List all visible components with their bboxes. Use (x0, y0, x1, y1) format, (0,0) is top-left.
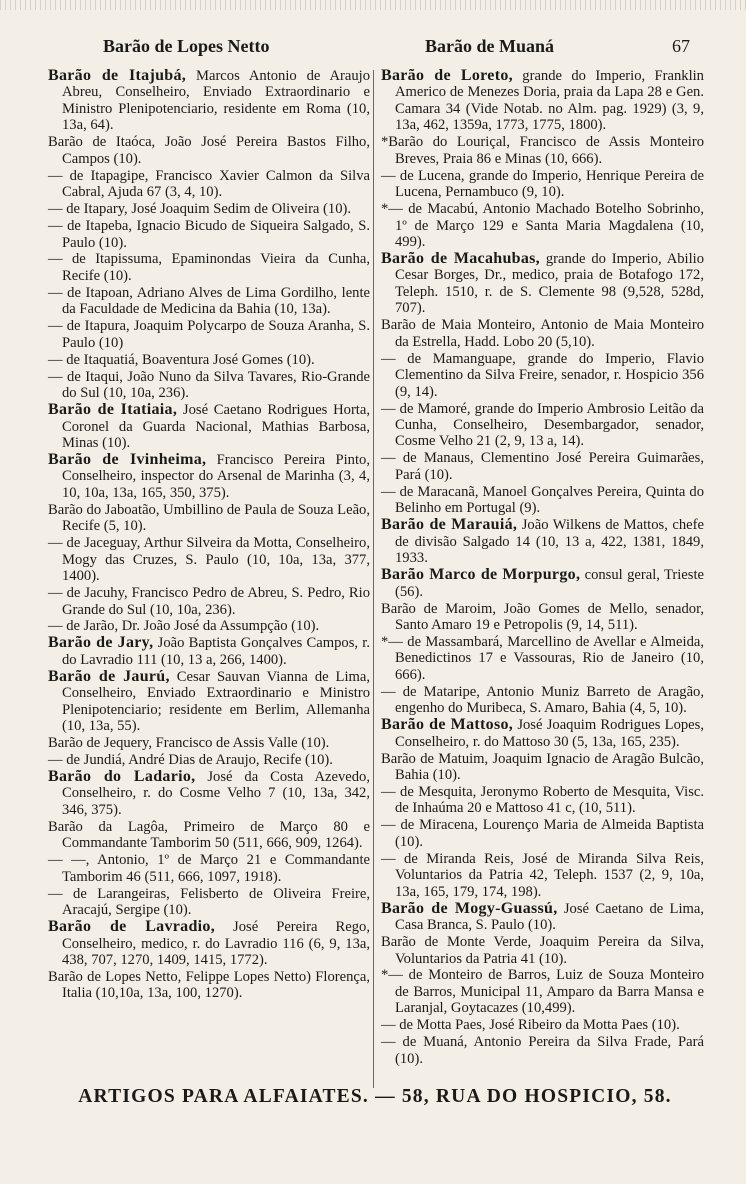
left-column (48, 68, 370, 1002)
entry (48, 752, 370, 768)
entry-text: — de Mesquita, Jeronymo Roberto de Mesquita, Visc. de Inhaúma 20 e Mattoso 41 c, (10, 511). (381, 783, 704, 817)
header-right-title: Barão de Muaná (425, 36, 555, 56)
page-number: 67 (672, 36, 690, 56)
entry (381, 484, 704, 517)
entry-text: Barão de Maia Monteiro, Antonio de Maia Monteiro da Estrella, Hadd. Lobo 20 (5,10). (381, 317, 704, 350)
entry-heading: Barão de Macahubas, (381, 249, 540, 267)
entry (48, 769, 370, 818)
entry-text: Barão de Monte Verde, Joaquim Pereira da Silva, Voluntarios da Patria 41 (10). (381, 934, 704, 967)
entry (381, 351, 704, 400)
entry-text: Barão de Maroim, João Gomes de Mello, senador, Santo Amaro 19 e Petropolis (9, 14, 511). (381, 600, 704, 633)
entry-heading: Barão de Jary, (48, 634, 154, 652)
entry-text: Cesar Sauvan Vianna de Lima, Conselheiro, Enviado Extraordinario e Ministro Plenipotenciario; residente em Berlim, Allemanha (10, 13a, 55). (62, 668, 371, 735)
entry-text: — de Miracena, Lourenço Maria de Almeida Baptista (10). (381, 817, 704, 850)
entry-text: *— de Macabú, Antonio Machado Botelho Sobrinho, 1º de Março 129 e Santa Maria Magdalena (10, 499). (381, 201, 704, 251)
entry-text: grande do Imperio, Abilio Cesar Borges, Dr., medico, praia de Botafogo 172, Teleph. 1510, r. de S. Clemente 98 (9,528, 528d, 707). (395, 250, 704, 317)
entry (381, 517, 704, 566)
entry (381, 251, 704, 317)
entry (381, 201, 704, 250)
entry-heading: Barão de Mattoso, (381, 716, 514, 734)
entry-text: — —, Antonio, 1º de Março 21 e Commandante Tamborim 46 (511, 666, 1097, 1918). (48, 852, 370, 885)
entry-heading: Barão de Itajubá, (48, 67, 187, 84)
entry-text: José Joaquim Rodrigues Lopes, Conselheiro, r. do Mattoso 30 (5, 13a, 165, 235). (395, 717, 704, 750)
entry-text: *Barão do Louriçal, Francisco de Assis Monteiro Breves, Praia 86 e Minas (10, 666). (381, 134, 704, 167)
entry-heading: Barão do Ladario, (48, 768, 196, 786)
entry (48, 369, 370, 402)
entry (381, 817, 704, 850)
entry-text: Barão do Jaboatão, Umbillino de Paula de Souza Leão, Recife (5, 10). (48, 501, 370, 535)
entry-text: — de Itapagipe, Francisco Xavier Calmon da Silva Cabral, Ajuda 67 (3, 4, 10). (48, 167, 370, 201)
entry-text: — de Jundiá, André Dias de Araujo, Recife (10). (48, 752, 333, 769)
entry (48, 134, 370, 167)
entry-text: Barão de Jequery, Francisco de Assis Valle (10). (48, 735, 330, 752)
entry-text: João Baptista Gonçalves Campos, r. do Lavradio 111 (10, 13 a, 266, 1400). (62, 635, 370, 668)
entry-text: Francisco Pereira Pinto, Conselheiro, inspector do Arsenal de Marinha (3, 4, 10, 10a, 13a, 165, 350, 375). (62, 451, 370, 501)
entry-text: Barão da Lagôa, Primeiro de Março 80 e Commandante Tamborim 50 (511, 666, 909, 1264). (48, 818, 370, 852)
entry (48, 201, 370, 217)
entry-text: — de Mataripe, Antonio Muniz Barreto de Aragão, engenho do Muribeca, S. Amaro, Bahia (4, 5, 10). (381, 683, 704, 717)
entry-text: — de Larangeiras, Felisberto de Oliveira Freire, Aracajú, Sergipe (10). (48, 885, 370, 919)
entry (48, 819, 370, 852)
entry (48, 669, 370, 735)
entry (381, 168, 704, 201)
entry (381, 717, 704, 750)
header-left-title: Barão de Lopes Netto (103, 36, 270, 56)
right-column (381, 68, 704, 1068)
entry-heading: Barão de Marauiá, (381, 516, 518, 534)
entry (48, 635, 370, 668)
entry (381, 851, 704, 900)
entry (381, 751, 704, 784)
entry (48, 402, 370, 451)
entry-text: — de Muaná, Antonio Pereira da Silva Frade, Pará (10). (381, 1034, 704, 1067)
entry (48, 285, 370, 318)
entry-text: — de Jaceguay, Arthur Silveira da Motta, Conselheiro, Mogy das Cruzes, S. Paulo (10, 10a, 13a, 377, 1400). (48, 535, 370, 585)
entry-text: — de Itapura, Joaquim Polycarpo de Souza Aranha, S. Paulo (10) (48, 318, 370, 351)
entry (48, 68, 370, 134)
entry-text: — de Jarão, Dr. João José da Assumpção (10). (48, 618, 320, 635)
entry (48, 969, 370, 1002)
entry (48, 535, 370, 584)
entry (48, 585, 370, 618)
entry-text: — de Itapeba, Ignacio Bicudo de Siqueira Salgado, S. Paulo (10). (48, 218, 370, 251)
entry-text: — de Motta Paes, José Ribeiro da Motta Paes (10). (381, 1017, 680, 1034)
entry (48, 168, 370, 201)
entry (48, 919, 370, 968)
entry-text: *— de Massambará, Marcellino de Avellar e Almeida, Benedictinos 17 e Vassouras, Rio de Janeiro (10, 666). (381, 633, 704, 683)
entry-text: — de Mamanguape, grande do Imperio, Flavio Clementino da Silva Freire, senador, r. Hospicio 356 (9, 14). (381, 350, 704, 400)
entry (48, 251, 370, 284)
entry-heading: Barão de Mogy-Guassú, (381, 899, 558, 917)
entry (48, 886, 370, 919)
entry (48, 452, 370, 501)
entry (381, 401, 704, 450)
entry-text: José Pereira Rego, Conselheiro, medico, r. do Lavradio 116 (6, 9, 13a, 438, 707, 1270, 1409, 1415, 1772). (62, 919, 370, 969)
entry-text: consul geral, Trieste (56). (395, 567, 705, 600)
advertisement-footer: ARTIGOS PARA ALFAIATES. — 58, RUA DO HOSPICIO, 58. (78, 1086, 672, 1107)
entry-text: grande do Imperio, Franklin Americo de Menezes Doria, praia da Lapa 28 e Gen. Camara 34 (Vide Notab. no Alm. pag. 1929) (3, 9, 13a, 462, 1359a, 1773, 1775, 1800). (395, 68, 704, 134)
entry-text: — de Itapissuma, Epaminondas Vieira da Cunha, Recife (10). (48, 251, 370, 284)
top-edge-specks (0, 0, 746, 10)
entry-heading: Barão de Itatiaia, (48, 401, 178, 419)
entry-text: — de Miranda Reis, José de Miranda Silva Reis, Voluntarios da Patria 42, Teleph. 1537 (2, 9, 10a, 13a, 165, 179, 174, 198). (381, 850, 704, 900)
entry-heading: Barão de Jaurú, (48, 667, 170, 685)
running-header (0, 36, 746, 62)
entry-text: — de Manaus, Clementino José Pereira Guimarães, Pará (10). (381, 450, 704, 483)
entry (48, 218, 370, 251)
entry (381, 684, 704, 717)
entry (48, 318, 370, 351)
entry-text: Barão de Matuim, Joaquim Ignacio de Aragão Bulcão, Bahia (10). (381, 750, 704, 784)
entry (381, 1034, 704, 1067)
entry-text: — de Maracanã, Manoel Gonçalves Pereira, Quinta do Belinho em Portugal (9). (381, 483, 704, 517)
entry (381, 134, 704, 167)
entry-text: — de Itaqui, João Nuno da Silva Tavares, Rio-Grande do Sul (10, 10a, 236). (48, 368, 370, 402)
entry-text: Barão de Itaóca, João José Pereira Bastos Filho, Campos (10). (48, 134, 370, 167)
entry-text: José Caetano de Lima, Casa Branca, S. Paulo (10). (395, 900, 704, 934)
entry (381, 1017, 704, 1033)
entry-heading: Barão de Loreto, (381, 67, 513, 84)
entry (48, 502, 370, 535)
entry-text: — de Jacuhy, Francisco Pedro de Abreu, S. Pedro, Rio Grande do Sul (10, 10a, 236). (48, 585, 370, 618)
entry (48, 735, 370, 751)
entry (48, 852, 370, 885)
entry-heading: Barão de Ivinheima, (48, 450, 207, 468)
entry-heading: Barão Marco de Morpurgo, (381, 566, 581, 584)
entry-text: — de Itapary, José Joaquim Sedim de Oliveira (10). (48, 201, 352, 218)
entry-text: Barão de Lopes Netto, Felippe Lopes Netto) Florença, Italia (10,10a, 13a, 100, 1270). (48, 968, 370, 1002)
entry (381, 901, 704, 934)
entry (381, 450, 704, 483)
entry-text: Marcos Antonio de Araujo Abreu, Conselheiro, Enviado Extraordinario e Ministro Plenipotenciario, residente em Roma (10, 13a, 64). (62, 68, 370, 134)
entry (381, 601, 704, 634)
entry-text: — de Mamoré, grande do Imperio Ambrosio Leitão da Cunha, Conselheiro, Desembargador, senador, Cosme Velho 21 (2, 9, 13 a, 14). (381, 400, 704, 450)
entry-text: — de Itapoan, Adriano Alves de Lima Gordilho, lente da Faculdade de Medicina da Bahia (10, 13a). (48, 284, 370, 318)
entry-text: João Wilkens de Mattos, chefe de divisão Salgado 14 (10, 13 a, 422, 1381, 1849, 1933. (395, 517, 704, 567)
entry (381, 967, 704, 1016)
entry (381, 934, 704, 967)
entry (48, 352, 370, 368)
entry-text: *— de Monteiro de Barros, Luiz de Souza Monteiro de Barros, Municipal 11, Amparo da Barra Mansa e Laranjal, Goytacazes (10,499). (381, 967, 704, 1017)
entry (48, 618, 370, 634)
entry-heading: Barão de Lavradio, (48, 918, 216, 936)
entry (381, 634, 704, 683)
entry (381, 317, 704, 350)
entry-text: — de Lucena, grande do Imperio, Henrique Pereira de Lucena, Pernambuco (9, 10). (381, 167, 704, 201)
entry-text: José da Costa Azevedo, Conselheiro, r. do Cosme Velho 7 (10, 13a, 342, 346, 375). (62, 769, 371, 818)
entry (381, 784, 704, 817)
column-divider (373, 70, 374, 1088)
entry-text: José Caetano Rodrigues Horta, Coronel da Guarda Nacional, Mathias Barbosa, Minas (10). (62, 402, 370, 451)
entry (381, 68, 704, 134)
entry (381, 567, 704, 600)
entry-text: — de Itaquatiá, Boaventura José Gomes (10). (48, 351, 315, 368)
